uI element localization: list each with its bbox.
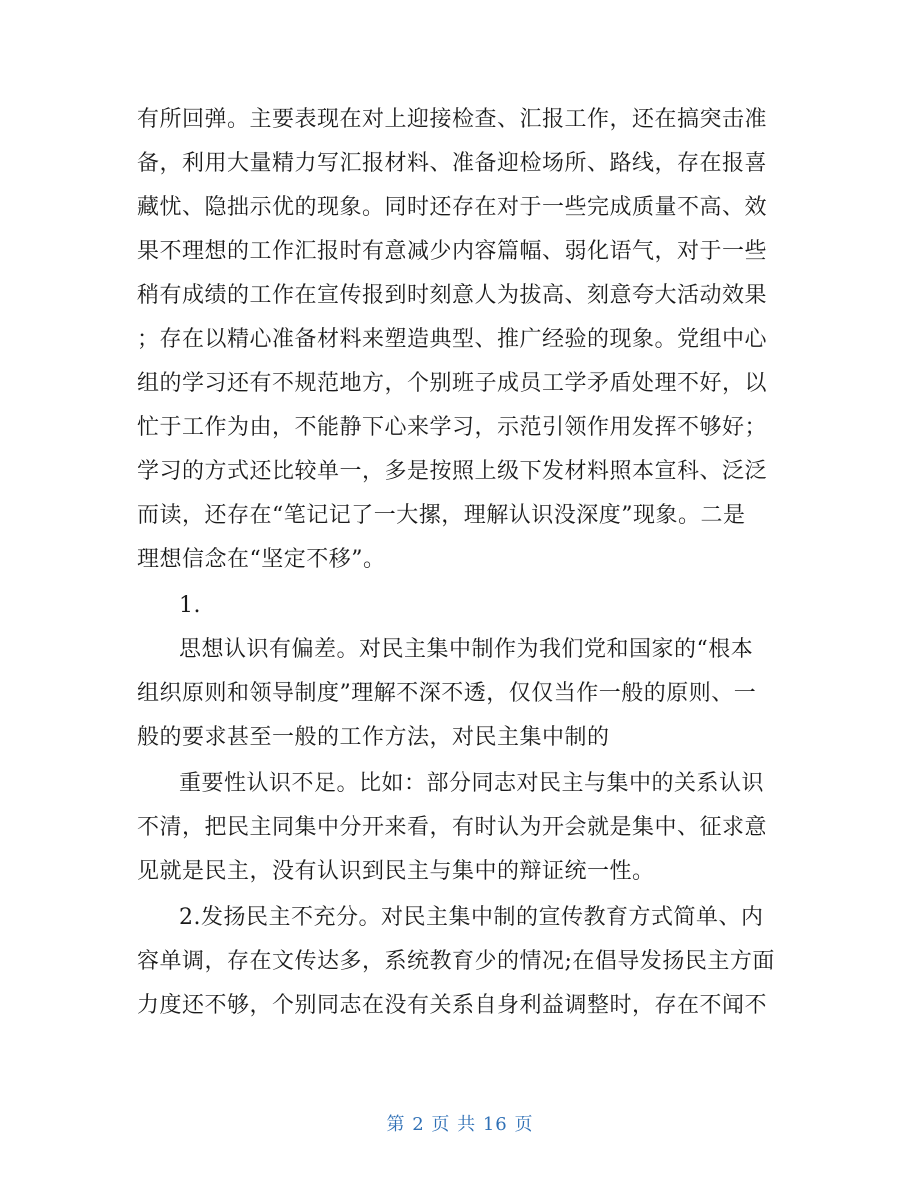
body-line: 备，利用大量精力写汇报材料、准备迎检场所、路线，存在报喜 [137,151,768,176]
body-line: 果不理想的工作汇报时有意减少内容篇幅、弱化语气，对于一些 [137,239,768,264]
body-line: 不清，把民主同集中分开来看，有时认为开会就是集中、征求意 [137,815,768,840]
list-number: 1. [179,593,201,618]
body-line: 稍有成绩的工作在宣传报到时刻意人为拔高、刻意夸大活动效果 [137,283,768,308]
body-line: 组的学习还有不规范地方，个别班子成员工学矛盾处理不好，以 [137,371,768,396]
body-line: 藏忧、隐拙示优的现象。同时还存在对于一些完成质量不高、效 [137,195,768,220]
body-line: 容单调，存在文传达多，系统教育少的情况;在倡导发扬民主方面 [137,949,775,974]
body-line: 般的要求甚至一般的工作方法，对民主集中制的 [137,725,610,750]
body-line: 有所回弹。主要表现在对上迎接检查、汇报工作，还在搞突击准 [137,107,768,132]
body-line: 2.发扬民主不充分。对民主集中制的宣传教育方式简单、内 [179,905,764,930]
body-line: ；存在以精心准备材料来塑造典型、推广经验的现象。党组中心 [137,327,768,352]
body-line: 思想认识有偏差。对民主集中制作为我们党和国家的“根本 [179,637,754,662]
body-line: 组织原则和领导制度”理解不深不透，仅仅当作一般的原则、一 [137,681,757,706]
body-line: 学习的方式还比较单一，多是按照上级下发材料照本宣科、泛泛 [137,459,768,484]
body-line: 忙于工作为由，不能静下心来学习，示范引领作用发挥不够好； [137,415,768,440]
body-line: 理想信念在“坚定不移”。 [137,547,386,572]
body-line: 见就是民主，没有认识到民主与集中的辩证统一性。 [137,859,655,884]
body-line: 而读，还存在“笔记记了一大摞，理解认识没深度”现象。二是 [137,503,746,528]
body-line: 重要性认识不足。比如：部分同志对民主与集中的关系认识 [179,771,765,796]
page-footer: 第 2 页 共 16 页 [386,1114,534,1135]
body-line: 力度还不够，个别同志在没有关系自身利益调整时，存在不闻不 [137,993,768,1018]
